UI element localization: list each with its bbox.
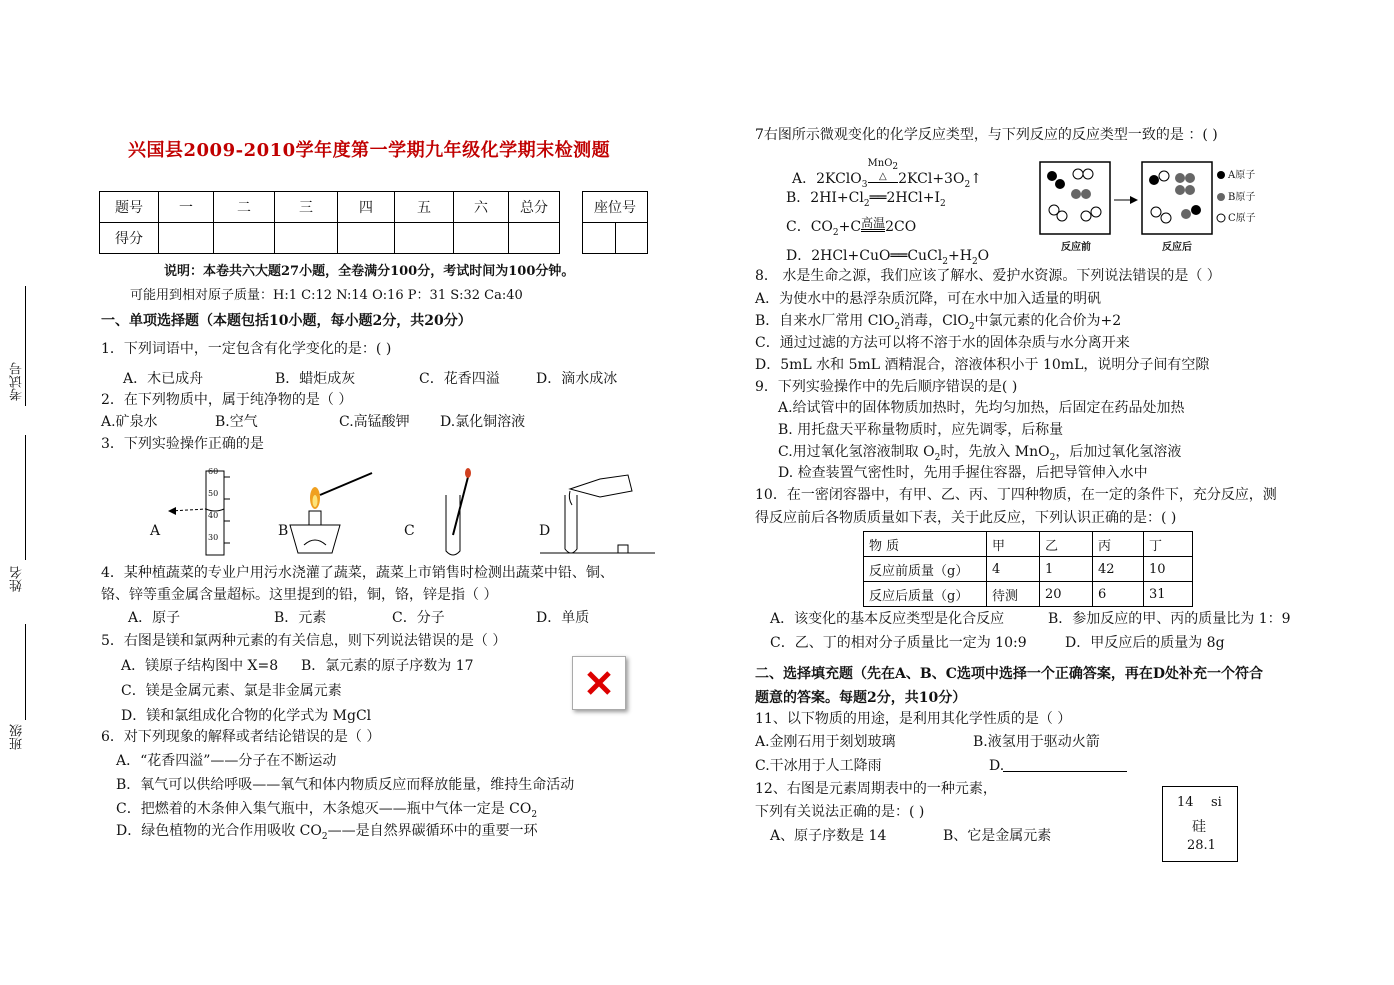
q8-option-b: B．自来水厂常用 ClO$_2$消毒，ClO$_2$中氯元素的化合价为+2: [755, 313, 1122, 332]
q6-option-d: D．绿色植物的光合作用吸收 $CO_2——$是自然界碳循环中的重要一环: [116, 823, 538, 842]
q12-option-a: A、原子序数是 14: [770, 828, 887, 844]
score-cell[interactable]: [214, 223, 275, 254]
score-header: 总分: [509, 192, 560, 223]
margin-line: [25, 435, 26, 560]
caption-before: 反应前: [1061, 242, 1091, 253]
score-header: 六: [454, 192, 509, 223]
q11-option-b: B.液氢用于驱动火箭: [973, 734, 1100, 750]
question-8: 8． 水是生命之源，我们应该了解水、爱护水资源。下列说法错误的是（ ）: [755, 268, 1221, 284]
score-header: 题号: [100, 192, 159, 223]
seat-table: [582, 191, 648, 254]
q5-option-b: B．氯元素的原子序数为 17: [301, 658, 474, 674]
q1-option-a: A．木已成舟: [123, 371, 204, 387]
q4-option-a: A．原子: [128, 610, 181, 626]
tick-label: 30: [208, 533, 219, 542]
q3-label-b: B: [278, 523, 289, 539]
periodic-element-card: [1162, 786, 1238, 862]
q2-option-a: A.矿泉水: [101, 414, 158, 430]
q4-option-d: D．单质: [536, 610, 590, 626]
seat-cell[interactable]: [615, 223, 648, 254]
question-10: 10．在一密闭容器中，有甲、乙、丙、丁四种物质，在一定的条件下，充分反应，测: [755, 487, 1277, 503]
q7-option-a: A．2KClO$_3$MnO$_2$ △ $2KCl+3O_2↑$: [792, 158, 982, 190]
mass-header: 丙: [1093, 532, 1144, 557]
q10-option-d: D．甲反应后的质量为 8g: [1065, 635, 1225, 651]
q9-option-a: A.给试管中的固体物质加热时，先均匀加热，后固定在药品处加热: [778, 400, 1185, 416]
seat-cell[interactable]: [583, 223, 616, 254]
mass-header: 物 质: [864, 532, 987, 557]
score-table: [99, 191, 560, 254]
q5-option-d: D．镁和氯组成化合物的化学式为 MgCl: [121, 708, 372, 724]
score-cell[interactable]: [338, 223, 395, 254]
mass-header: 丁: [1144, 532, 1193, 557]
q5-option-a: A．镁原子结构图中 X=8: [121, 658, 279, 674]
q4-option-c: C．分子: [392, 610, 445, 626]
section-2-heading-cont: 题意的答案。每题2分，共10分）: [755, 690, 967, 706]
q9-option-b: B. 用托盘天平称量物质时，应先调零，后称量: [778, 422, 1064, 438]
q7-option-c: C．$CO_2+C$高温2CO: [786, 216, 917, 238]
side-label-name: 姓名: [10, 566, 25, 592]
mass-cell: 31: [1144, 582, 1193, 607]
mass-cell: 6: [1093, 582, 1144, 607]
mass-cell: 反应前质量（g）: [864, 557, 987, 582]
tick-label: 40: [208, 511, 219, 520]
q8-option-c: C．通过过滤的方法可以将不溶于水的固体杂质与水分离开来: [755, 335, 1130, 351]
question-12: 12、右图是元素周期表中的一种元素，: [755, 781, 997, 797]
score-cell[interactable]: [509, 223, 560, 254]
element-name: 硅: [1192, 819, 1206, 835]
q3-label-d: D: [539, 523, 551, 539]
question-1: 1．下列词语中，一定包含有化学变化的是：( ): [101, 341, 392, 357]
legend-a-atom: A原子: [1228, 170, 1256, 181]
score-row-label: 得分: [100, 223, 159, 254]
q12-option-b: B、它是金属元素: [943, 828, 1052, 844]
score-header: 四: [338, 192, 395, 223]
legend-c-atom: C原子: [1228, 213, 1256, 224]
q2-option-b: B.空气: [215, 414, 258, 430]
question-4: 4．某种植蔬菜的专业户用污水浇灌了蔬菜，蔬菜上市销售时检测出蔬菜中铅、铜、: [101, 565, 614, 581]
score-cell[interactable]: [275, 223, 338, 254]
q7-option-d: D．$2HCl+CuO══CuCl_2+H_2O$: [786, 248, 990, 267]
q1-option-d: D．滴水成冰: [536, 371, 618, 387]
q6-option-b: B．氧气可以供给呼吸——氧气和体内物质反应而释放能量，维持生命活动: [116, 777, 575, 793]
q3-label-c: C: [404, 523, 415, 539]
mass-header: 甲: [987, 532, 1040, 557]
atomic-masses: 可能用到相对原子质量：H:1 C:12 N:14 O:16 P：31 S:32 Ca:40: [130, 288, 523, 303]
q6-option-c: C．把燃着的木条伸入集气瓶中，木条熄灭——瓶中气体一定是 $CO_2$: [116, 801, 538, 820]
alcohol-lamp-icon: [290, 525, 340, 553]
q1-option-c: C．花香四溢: [419, 371, 500, 387]
score-header: 五: [395, 192, 454, 223]
q3-label-a: A: [150, 523, 161, 539]
test-tube-icon: [446, 495, 460, 555]
mass-cell: 待测: [987, 582, 1040, 607]
question-6: 6．对下列现象的解释或者结论错误的是（ ）: [101, 729, 381, 745]
question-4-cont: 铬、锌等重金属含量超标。这里提到的铅，铜，铬，锌是指（ ）: [101, 587, 498, 603]
question-3: 3．下列实验操作正确的是: [101, 436, 264, 452]
question-10-cont: 得反应前后各物质质量如下表，关于此反应，下列认识正确的是：( ): [755, 510, 1177, 526]
q5-option-c: C．镁是金属元素、氯是非金属元素: [121, 683, 342, 699]
score-cell[interactable]: [395, 223, 454, 254]
page-title: 兴国县2009-2010学年度第一学期九年级化学期末检测题: [128, 140, 611, 161]
section-1-heading: 一、单项选择题（本题包括10小题，每小题2分，共20分）: [101, 313, 472, 329]
element-mass: 28.1: [1187, 838, 1216, 853]
section-2-heading: 二、选择填充题（先在A、B、C选项中选择一个正确答案，再在D处补充一个符合: [755, 666, 1263, 682]
q8-option-a: A．为使水中的悬浮杂质沉降，可在水中加入适量的明矾: [755, 291, 1102, 307]
score-cell[interactable]: [454, 223, 509, 254]
legend-b-atom: B原子: [1228, 192, 1256, 203]
question-9: 9．下列实验操作中的先后顺序错误的是( ): [755, 379, 1018, 395]
q8-option-d: D．5mL 水和 5mL 酒精混合，溶液体积小于 10mL，说明分子间有空隙: [755, 357, 1210, 373]
score-header: 一: [159, 192, 214, 223]
mass-cell: 20: [1040, 582, 1093, 607]
score-header: 三: [275, 192, 338, 223]
mass-cell: 1: [1040, 557, 1093, 582]
q9-option-c: C.用过氧化氢溶液制取 $O_2$时，先放入 MnO$_2$，后加过氧化氢溶液: [778, 444, 1182, 463]
mass-table: [863, 531, 1193, 607]
element-symbol: si: [1211, 795, 1222, 810]
q9-option-d: D. 检查装置气密性时，先用手握住容器，后把导管伸入水中: [778, 465, 1148, 481]
q11-answer-blank[interactable]: [1003, 771, 1127, 772]
instructions: 说明：本卷共六大题27小题，全卷满分100分，考试时间为100分钟。: [164, 264, 575, 279]
question-2: 2．在下列物质中，属于纯净物的是（ ）: [101, 392, 353, 408]
question-12-cont: 下列有关说法正确的是：( ): [755, 804, 925, 820]
q2-option-c: C.高锰酸钾: [339, 414, 410, 430]
q10-option-a: A．该变化的基本反应类型是化合反应: [770, 611, 1005, 627]
margin-line: [25, 624, 26, 720]
q1-option-b: B．蜡炬成灰: [275, 371, 356, 387]
question-7: 7右图所示微观变化的化学反应类型，与下列反应的反应类型一致的是 ：( ): [755, 127, 1218, 143]
mass-cell: 42: [1093, 557, 1144, 582]
side-label-exam-no: 考试号: [10, 362, 25, 401]
q10-option-c: C．乙、丁的相对分子质量比一定为 10:9: [770, 635, 1027, 651]
caption-after: 反应后: [1162, 242, 1192, 253]
q7-option-b: B．$2HI+Cl_2══2HCl+I_2$: [786, 190, 946, 209]
q2-option-d: D.氯化铜溶液: [440, 414, 526, 430]
q4-option-b: B．元素: [274, 610, 327, 626]
mass-header: 乙: [1040, 532, 1093, 557]
tick-label: 50: [208, 489, 219, 498]
score-header: 二: [214, 192, 275, 223]
q10-option-b: B．参加反应的甲、丙的质量比为 1：9: [1048, 611, 1291, 627]
score-cell[interactable]: [159, 223, 214, 254]
seat-label: 座位号: [583, 192, 648, 223]
q11-option-d: D.: [989, 758, 1005, 774]
mass-cell: 4: [987, 557, 1040, 582]
question-11: 11、以下物质的用途，是利用其化学性质的是（ ）: [755, 711, 1072, 727]
broken-image-icon: [572, 656, 626, 710]
question-5: 5．右图是镁和氯两种元素的有关信息，则下列说法错误的是（ ）: [101, 633, 507, 649]
side-label-class: 班级: [10, 724, 25, 750]
q11-option-c: C.干冰用于人工降雨: [755, 758, 882, 774]
q11-option-a: A.金刚石用于刻划玻璃: [755, 734, 896, 750]
tick-label: 60: [208, 467, 219, 476]
element-number: 14: [1177, 795, 1194, 810]
mass-cell: 10: [1144, 557, 1193, 582]
mass-cell: 反应后质量（g）: [864, 582, 987, 607]
q6-option-a: A．“花香四溢”——分子在不断运动: [116, 753, 337, 769]
